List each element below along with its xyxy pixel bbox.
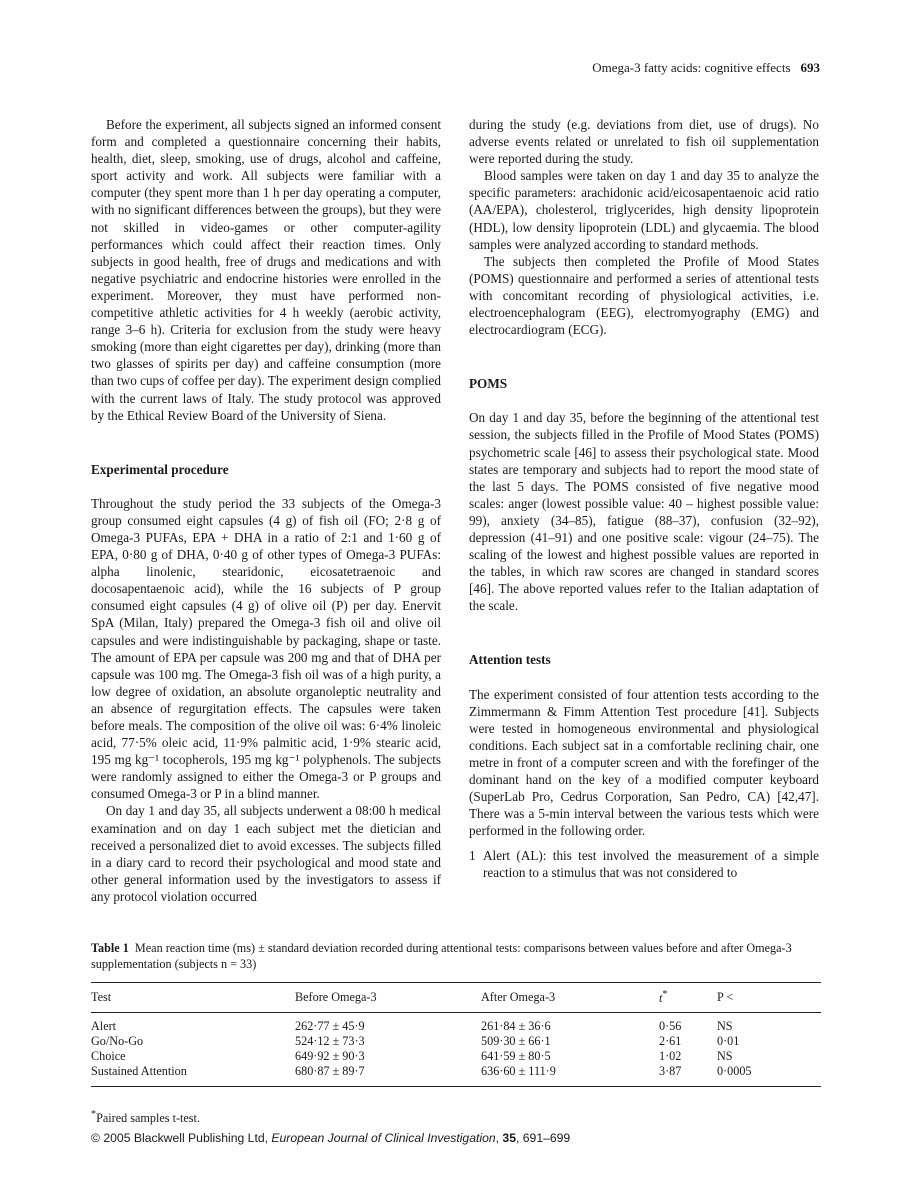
- header-t-mark: *: [662, 989, 668, 1000]
- copyright-prefix: © 2005 Blackwell Publishing Ltd,: [91, 1131, 268, 1145]
- table-1: [91, 940, 821, 1126]
- cell-before: 524·12 ± 73·3: [295, 1034, 365, 1049]
- header-before: Before Omega-3: [295, 990, 377, 1005]
- table-row: [91, 1049, 821, 1064]
- paragraph-attention-tests: The experiment consisted of four attention tests according to the Zimmermann & Fimm Attention Test procedure [41]. Subjects were tested in homogeneous environmental and physiological conditions. Each subject sat in a comfortable reclining chair, one metre in front of a computer screen and with the forefinger of the dominant hand on the key of a modified computer keyboard (SuperLab Pro, Cedrus Corporation, San Pedro, CA) [42,47]. There was a 5-min interval between the various tests which were performed in the following order.: [469, 686, 819, 839]
- cell-test: Go/No-Go: [91, 1034, 144, 1049]
- heading-attention-tests: Attention tests: [469, 652, 551, 668]
- table-header-row: [91, 983, 821, 1013]
- journal-name: European Journal of Clinical Investigation: [271, 1131, 496, 1145]
- cell-t: 0·56: [659, 1019, 682, 1034]
- header-t: [659, 983, 717, 1013]
- cell-test: Sustained Attention: [91, 1064, 187, 1079]
- right-column: [469, 116, 819, 882]
- header-p: P <: [717, 990, 734, 1005]
- running-head: [592, 60, 820, 76]
- cell-before: 649·92 ± 90·3: [295, 1049, 365, 1064]
- reaction-time-table: [91, 982, 821, 1087]
- running-title: Omega-3 fatty acids: cognitive effects: [592, 60, 791, 75]
- footnote-mark: *: [91, 1109, 97, 1121]
- header-t-label: t: [659, 991, 663, 1006]
- cell-p: NS: [717, 1019, 733, 1034]
- cell-before: 680·87 ± 89·7: [295, 1064, 365, 1079]
- paragraph-poms: On day 1 and day 35, before the beginning of the attentional test session, the subjects filled in the Profile of Mood States (POMS) psychometric scale [46] to assess their psychological state. Mood states are temporary and subjects had to report the mood state of the last 5 days. The POMS consisted of five negative mood scales: anger (lowest possible value: 40 – highest possible value: 99), anxiety (34–85), fatigue (88–37), confusion (32–92), depression (41–91) and one positive scale: vigour (24–75). The scaling of the lowest and highest possible values are reported in the tables, in which raw scores are changed in standard scores [46]. The above reported values refer to the Italian adaptation of the scale.: [469, 410, 819, 614]
- page-number: 693: [800, 60, 820, 75]
- header-test: Test: [91, 990, 112, 1005]
- cell-p: NS: [717, 1049, 733, 1064]
- cell-after: 261·84 ± 36·6: [481, 1019, 551, 1034]
- table-row: [91, 1034, 821, 1049]
- cell-after: 641·59 ± 80·5: [481, 1049, 551, 1064]
- list-number: 1: [469, 848, 476, 864]
- paragraph-blood-samples: Blood samples were taken on day 1 and day 35 to analyze the specific parameters: arachidonic acid/eicosapentaenoic acid ratio (AA/EPA), cholesterol, triglycerides, high density lipoprotein (HDL), low density lipoprotein (LDL) and glycaemia. The blood samples were analyzed according to standard methods.: [469, 168, 819, 252]
- left-column: [91, 116, 441, 905]
- journal-volume: 35: [502, 1131, 516, 1145]
- cell-t: 2·61: [659, 1034, 682, 1049]
- list-text: Alert (AL): this test involved the measurement of a simple reaction to a stimulus that was not considered to: [483, 848, 819, 881]
- footnote-text: Paired samples t-test.: [96, 1111, 200, 1126]
- paragraph-medical-exam: On day 1 and day 35, all subjects underwent a 08:00 h medical examination and on day 1 each subject met the dietician and received a personalized diet to avoid excesses. The subjects filled in a diary card to record their psychological and mood state and other general information used by the investigators to assess if any protocol violation occurred: [91, 803, 441, 904]
- cell-after: 636·60 ± 111·9: [481, 1064, 556, 1079]
- header-after: After Omega-3: [481, 990, 556, 1005]
- paragraph-poms-tests: The subjects then completed the Profile of Mood States (POMS) questionnaire and performed a series of attentional tests with concomitant recording of physiological activities, i.e. electroencephalogram (EEG), electromyography (EMG) and electrocardiogram (ECG).: [469, 253, 819, 338]
- table-row: [91, 1013, 821, 1035]
- heading-experimental-procedure: Experimental procedure: [91, 461, 229, 477]
- table-caption-text: Mean reaction time (ms) ± standard deviation recorded during attentional tests: comparisons between values before and after Omega-3 supplementation (subjects n = 33): [91, 941, 792, 971]
- table-row: [91, 1064, 821, 1087]
- paragraph-consent: Before the experiment, all subjects signed an informed consent form and completed a questionnaire concerning their habits, health, diet, sleep, smoking, use of drugs, alcohol and caffeine, sport activity and work. All subjects were familiar with a computer (they spent more than 1 h per day operating a computer, with no significant differences between the groups), but they were not skilled in video-games or other computer-agility performances which could affect their reaction times. Only subjects in good health, free of drugs and medications and with negative psychiatric and endocrine histories were enrolled in the experiment. Moreover, they must have performed non-competitive athletic activities for 4 h weekly (aerobic activity, range 3–6 h). Criteria for exclusion from the study were heavy smoking (more than eight cigarettes per day), drinking (more than two glasses of spirits per day) and caffeine consumption (more than two cups of coffee per day). The experiment design complied with the current laws of Italy. The study protocol was approved by the Ethical Review Board of the University of Siena.: [91, 117, 441, 423]
- cell-before: 262·77 ± 45·9: [295, 1019, 365, 1034]
- cell-after: 509·30 ± 66·1: [481, 1034, 551, 1049]
- table-label: Table 1: [91, 941, 129, 955]
- cell-t: 1·02: [659, 1049, 682, 1064]
- list-item-alert: [469, 847, 819, 881]
- paragraph-capsules: Throughout the study period the 33 subjects of the Omega-3 group consumed eight capsules (4 g) of fish oil (FO; 2·8 g of Omega-3 PUFAs, EPA + DHA in a ratio of 2:1 and 1·60 g of EPA, 0·80 g of DHA, 0·40 g of other types of Omega-3 PUFAs: alpha linolenic, stearidonic, eicosatetraenoic and docosapentaenoic acid), while the 16 subjects of P group consumed eight capsules (4 g) of olive oil (P) per day. Enervit SpA (Milan, Italy) prepared the Omega-3 fish oil and olive oil capsules and were indistinguishable by packaging, shape or taste. The amount of EPA per capsule was 200 mg and that of DHA per capsule was 100 mg. The Omega-3 fish oil was of a high purity, a low degree of oxidation, an absolute organoleptic neutrality and an absence of regurgitation effects. The capsules were taken before meals. The composition of the olive oil was: 6·4% linoleic acid, 77·5% oleic acid, 11·9% palmitic acid, 1·9% stearic acid, 195 mg kg⁻¹ tocopherols, 195 mg kg⁻¹ polyphenols. The subjects were randomly assigned to either the Omega-3 or P groups and consumed Omega-3 or P in a blind manner.: [91, 495, 441, 802]
- cell-t: 3·87: [659, 1064, 682, 1079]
- cell-p: 0·01: [717, 1034, 740, 1049]
- paragraph-adverse-events: during the study (e.g. deviations from diet, use of drugs). No adverse events related or unrelated to fish oil supplementation were reported during the study.: [469, 117, 819, 167]
- heading-poms: POMS: [469, 376, 508, 392]
- cell-test: Choice: [91, 1049, 126, 1064]
- table-caption: [91, 940, 821, 972]
- table-footnote: [91, 1109, 821, 1126]
- cell-test: Alert: [91, 1019, 117, 1034]
- journal-pages: , 691–699: [515, 1131, 571, 1145]
- copyright-line: © 2005 Blackwell Publishing Ltd, European Journal of Clinical Investigation, 35, 691–699: [91, 1131, 571, 1145]
- cell-p: 0·0005: [717, 1064, 752, 1079]
